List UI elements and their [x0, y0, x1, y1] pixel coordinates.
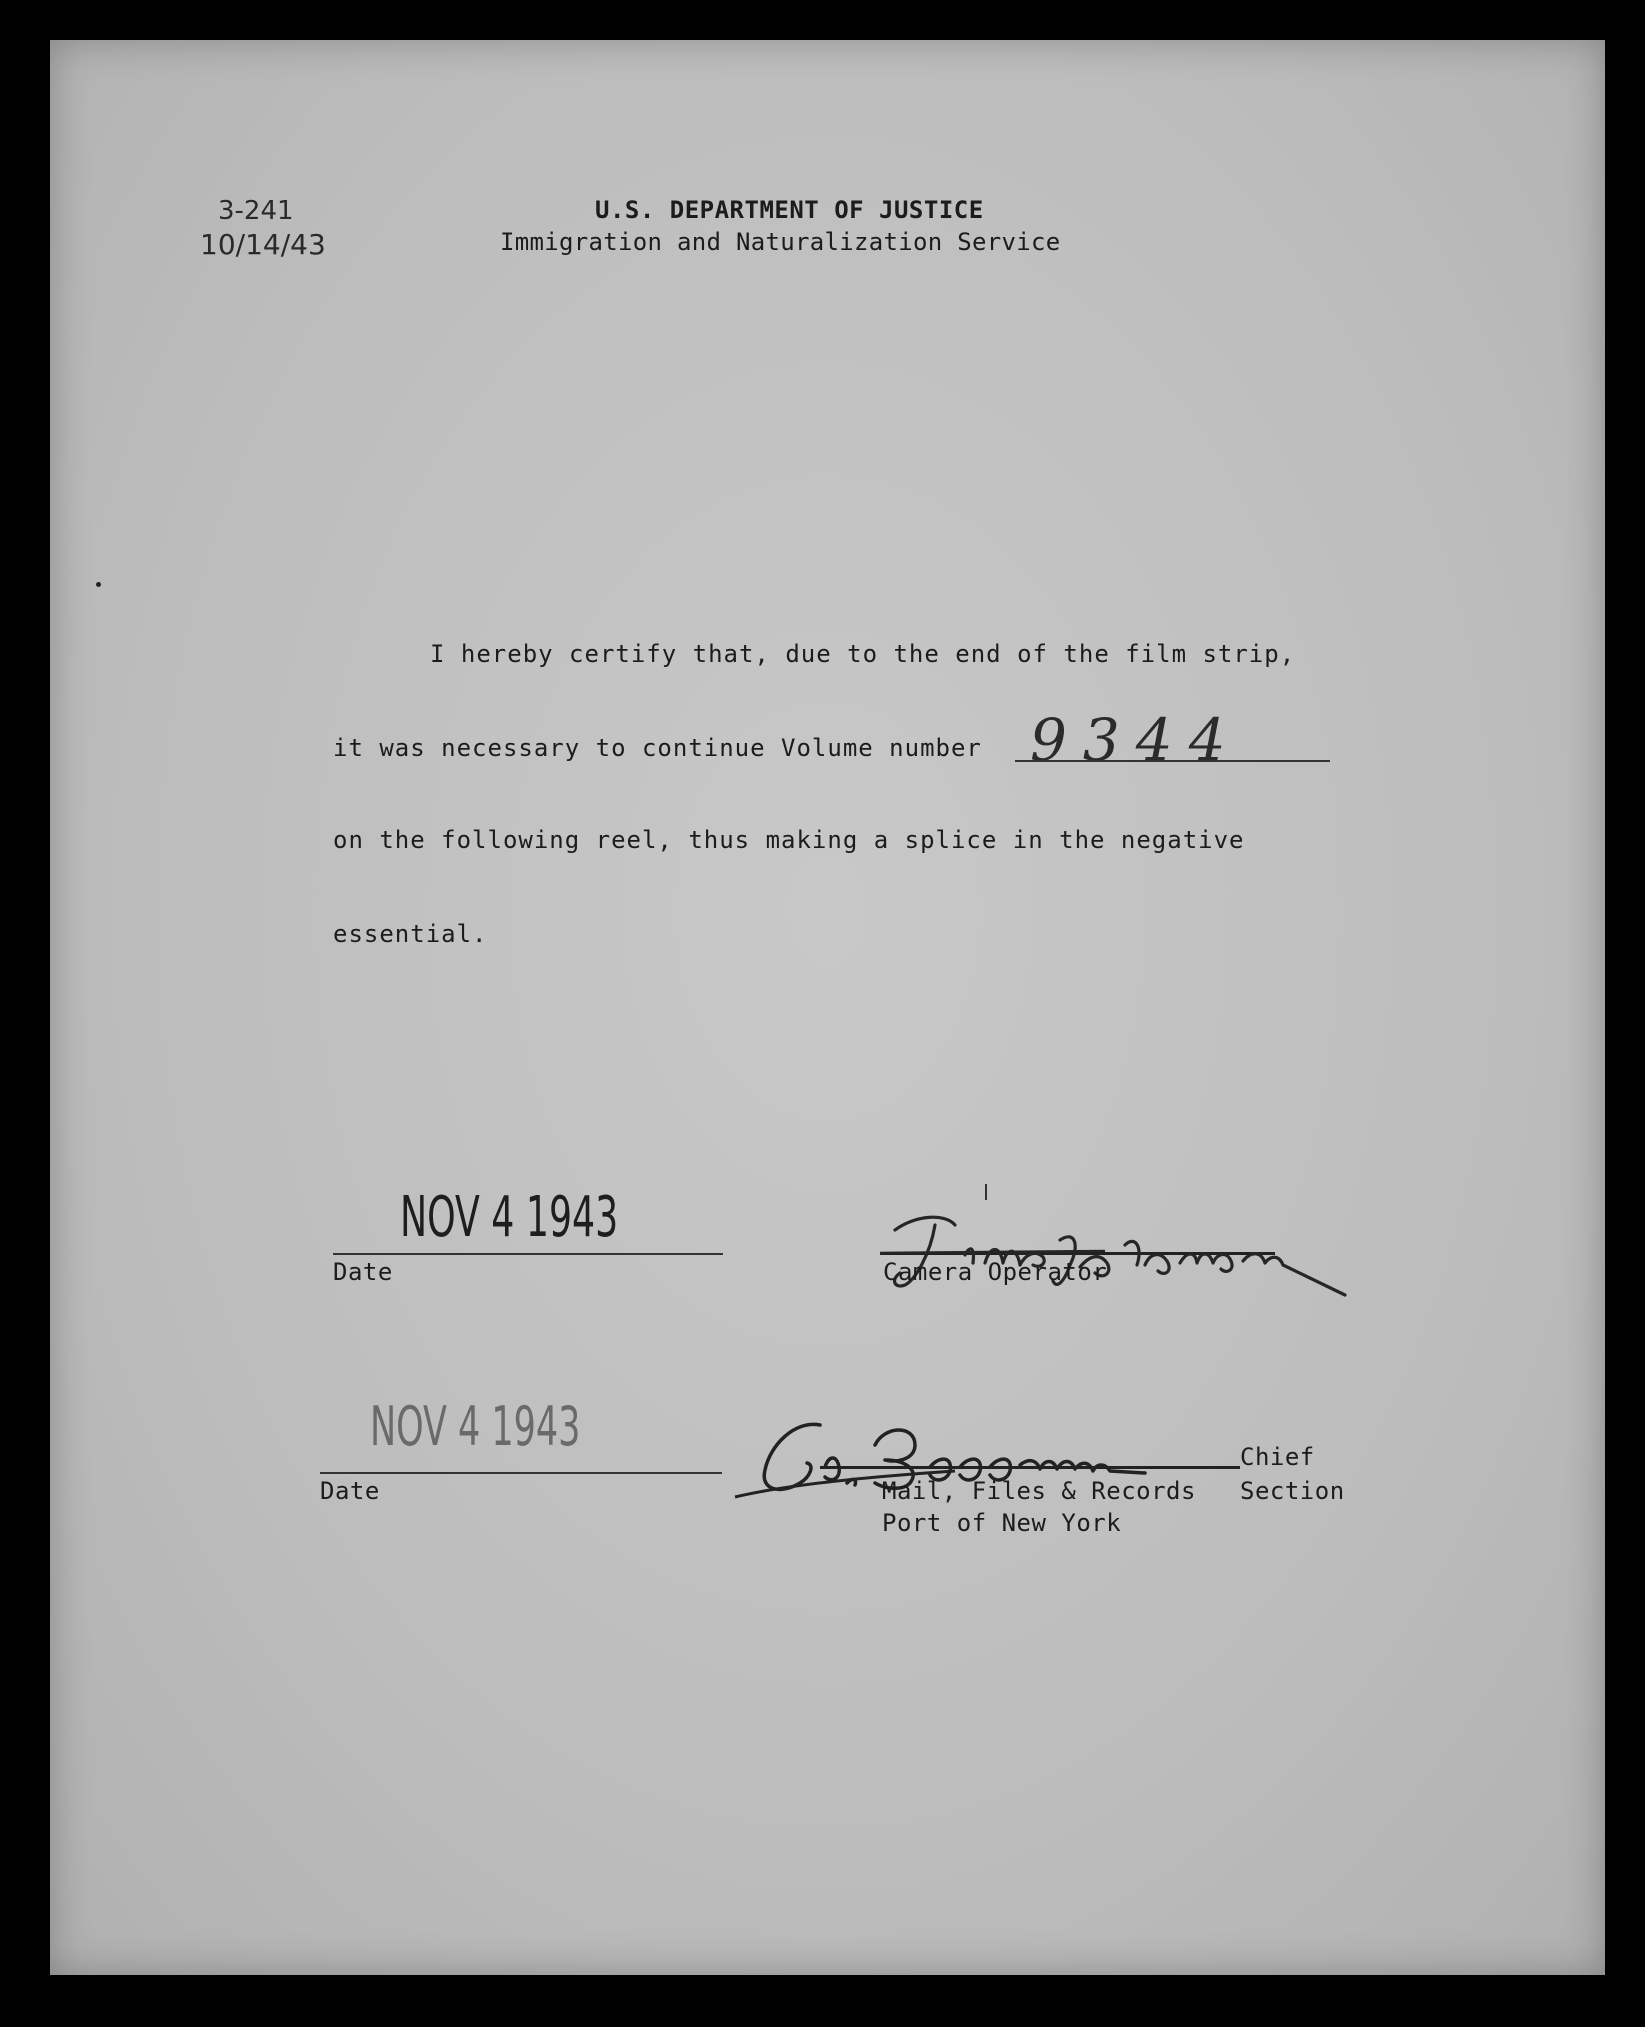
- section-label: Section: [1240, 1477, 1345, 1505]
- chief-title-label: Chief: [1240, 1443, 1315, 1471]
- date-label-chief: Date: [320, 1477, 380, 1505]
- certification-line-4: essential.: [333, 920, 488, 948]
- certification-line-2: it was necessary to continue Volume number: [333, 734, 982, 762]
- document-page: [50, 40, 1605, 1975]
- volume-number: 9344: [1030, 706, 1242, 774]
- certification-line-1: I hereby certify that, due to the end of the film strip,: [430, 640, 1296, 668]
- date-line-chief: [320, 1472, 722, 1474]
- department-title: U.S. DEPARTMENT OF JUSTICE: [595, 196, 984, 224]
- certification-line-3: on the following reel, thus making a splice in the negative: [333, 826, 1245, 854]
- date-line-camera: [333, 1253, 723, 1255]
- form-revision-date: 10/14/43: [200, 228, 326, 261]
- form-number: 3-241: [218, 196, 294, 226]
- date-stamp-chief: NOV 4 1943: [370, 1395, 581, 1458]
- volume-number-underline: [1015, 760, 1330, 762]
- camera-operator-signature: [875, 1185, 1395, 1305]
- mail-files-records-label: Mail, Files & Records: [882, 1477, 1196, 1505]
- port-of-new-york-label: Port of New York: [882, 1509, 1122, 1537]
- service-subtitle: Immigration and Naturalization Service: [500, 228, 1061, 256]
- camera-operator-label: Camera Operator: [883, 1258, 1108, 1286]
- date-stamp-camera: NOV 4 1943: [400, 1185, 619, 1250]
- dust-speck: [96, 582, 101, 587]
- date-label-camera: Date: [333, 1258, 393, 1286]
